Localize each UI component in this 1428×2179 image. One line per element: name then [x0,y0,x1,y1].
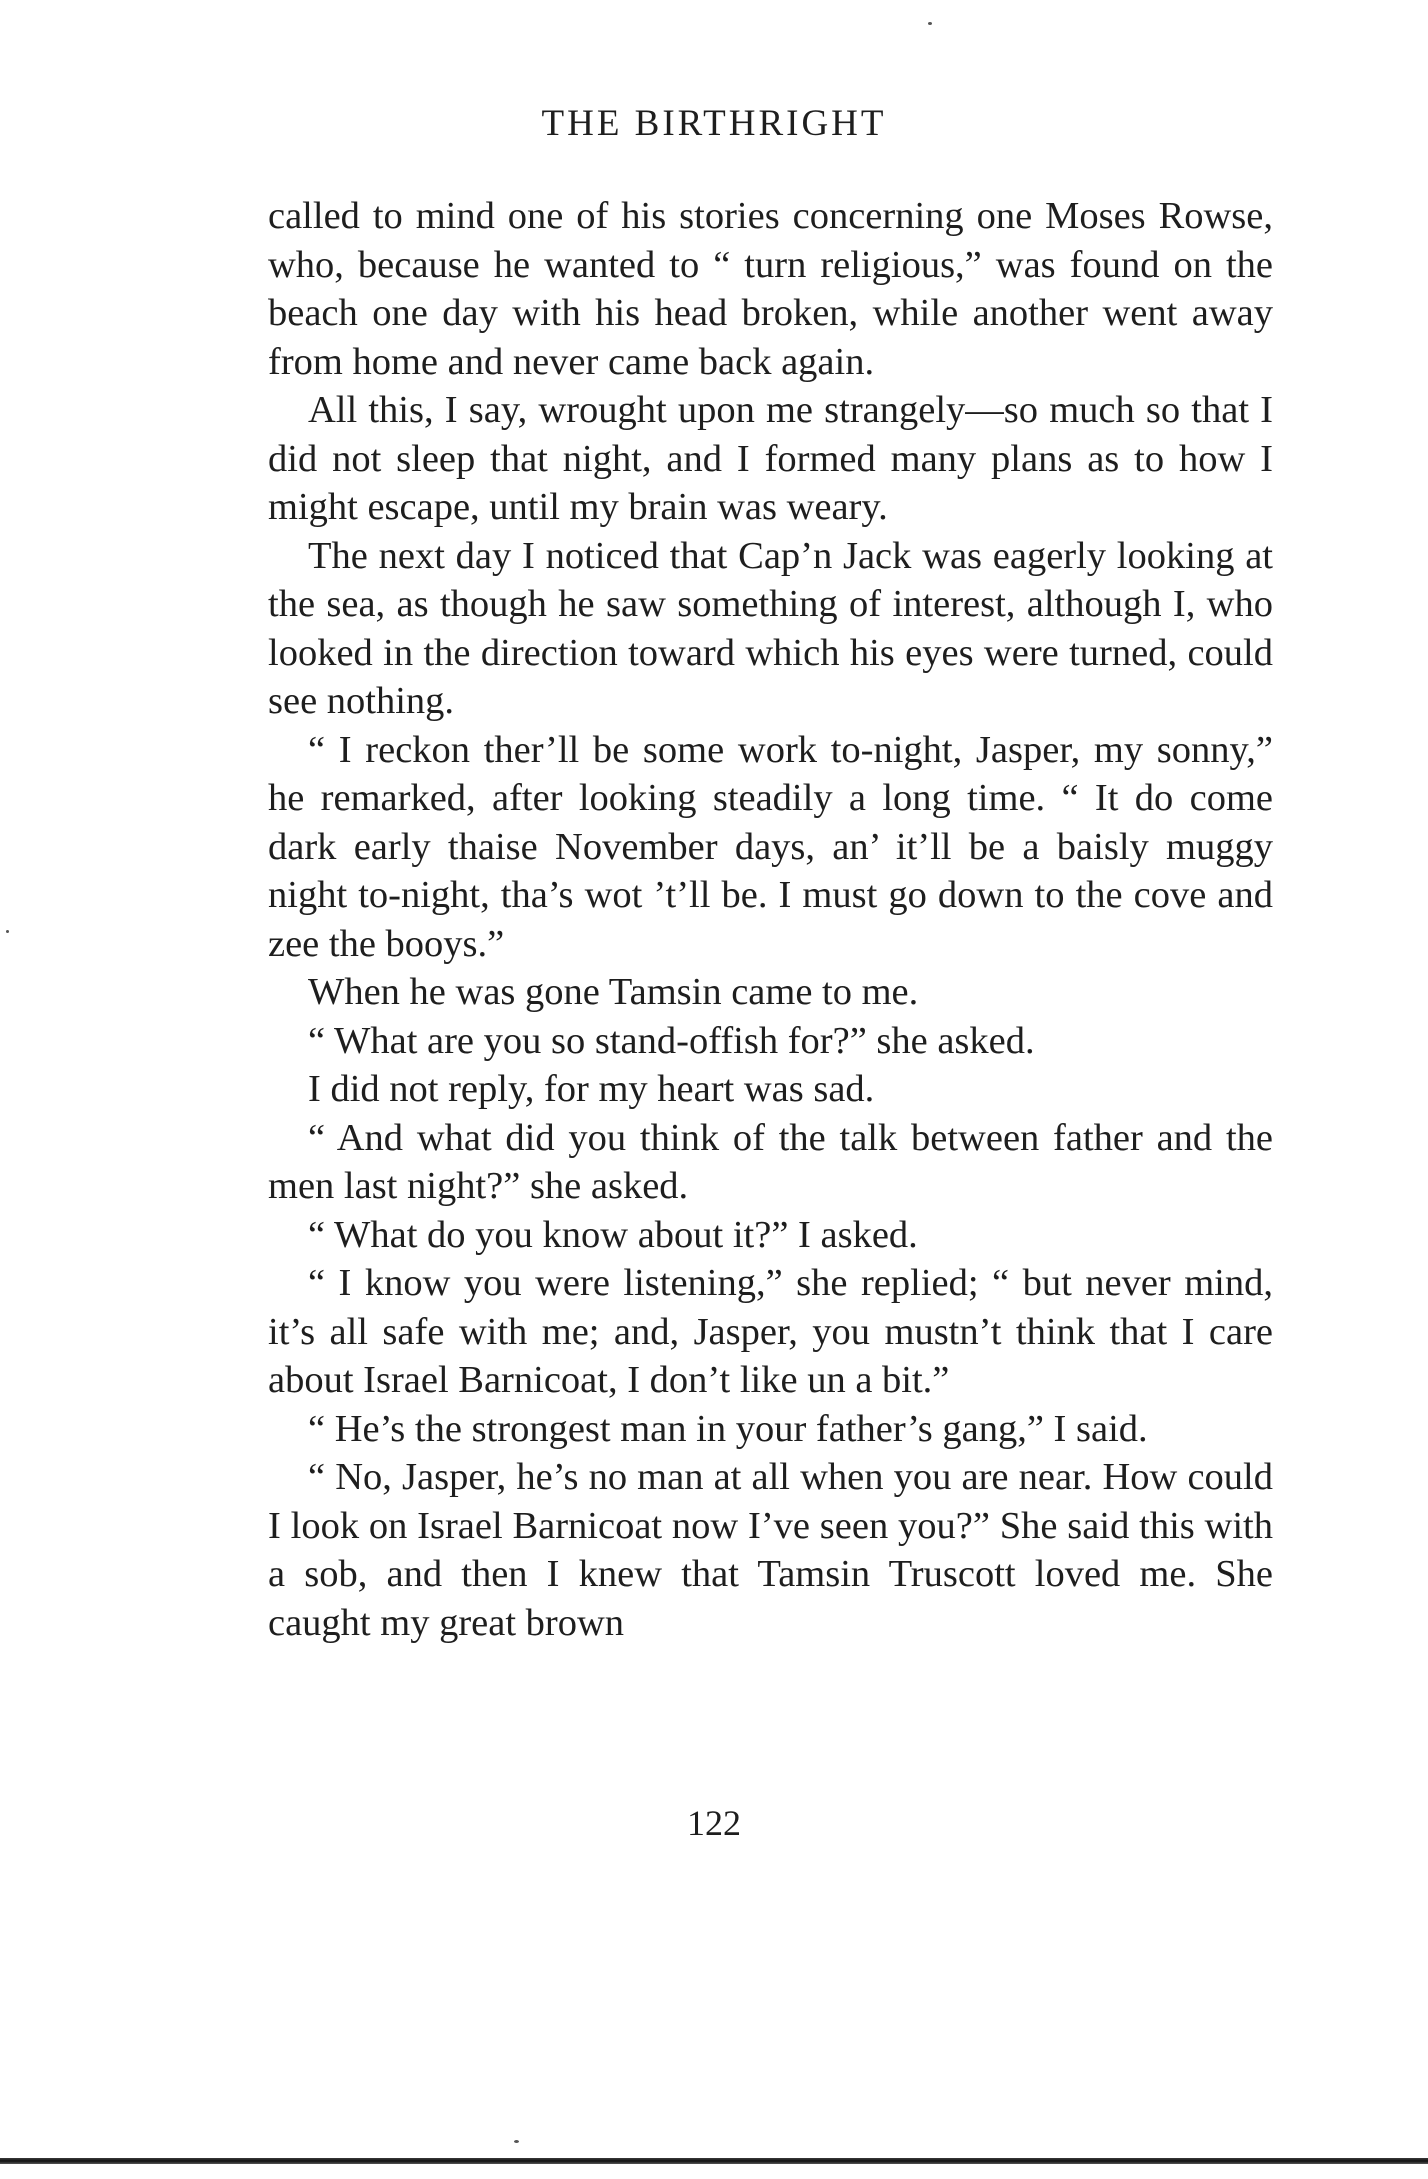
paragraph: “ What do you know about it?” I asked. [308,1213,918,1256]
paragraph: called to mind one of his stories concerning one Moses Rowse, who, because he wanted to “ turn religious,” was found on the beach one day with his head broken, while another went away from home and never came back again. [268,195,1273,383]
paragraph: “ I reckon ther’ll be some work to-night, Jasper, my sonny,” he remarked, after looking steadily a long time. “ It do come dark early thaise November days, an’ it’ll be a baisly muggy night to-night, tha’s wot ’t’ll be. I must go down to the cove and zee the booys.” [268,728,1273,965]
running-head: THE BIRTHRIGHT [541,103,887,144]
scan-speck [6,930,9,933]
paragraph: “ No, Jasper, he’s no man at all when you are near. How could I look on Israel Barnicoat now I’ve seen you?” She said this with a sob, and then I knew that Tamsin Truscott loved me. She caught my great brown [268,1456,1273,1644]
body-text [268,192,1273,1647]
paragraph: All this, I say, wrought upon me strangely—so much so that I did not sleep that night, and I formed many plans as to how I might escape, until my brain was weary. [268,389,1273,528]
paragraph: “ What are you so stand-offish for?” she asked. [308,1019,1035,1062]
paragraph: “ He’s the strongest man in your father’s gang,” I said. [308,1407,1148,1450]
scan-speck [928,22,932,25]
paragraph: I did not reply, for my heart was sad. [308,1068,875,1110]
paragraph: “ I know you were listening,” she replied; “ but never mind, it’s all safe with me; and, Jasper, you mustn’t think that I care about Israel Barnicoat, I don’t like un a bit.” [268,1262,1273,1401]
page-number: 122 [687,1803,741,1843]
paragraph: “ And what did you think of the talk between father and the men last night?” she asked. [268,1116,1273,1207]
paragraph: The next day I noticed that Cap’n Jack was eagerly looking at the sea, as though he saw something of interest, although I, who looked in the direction toward which his eyes were turned, could see nothing. [268,534,1273,722]
page-edge-rule [0,2158,1428,2164]
scan-speck [514,2140,519,2143]
paragraph: When he was gone Tamsin came to me. [308,971,919,1013]
